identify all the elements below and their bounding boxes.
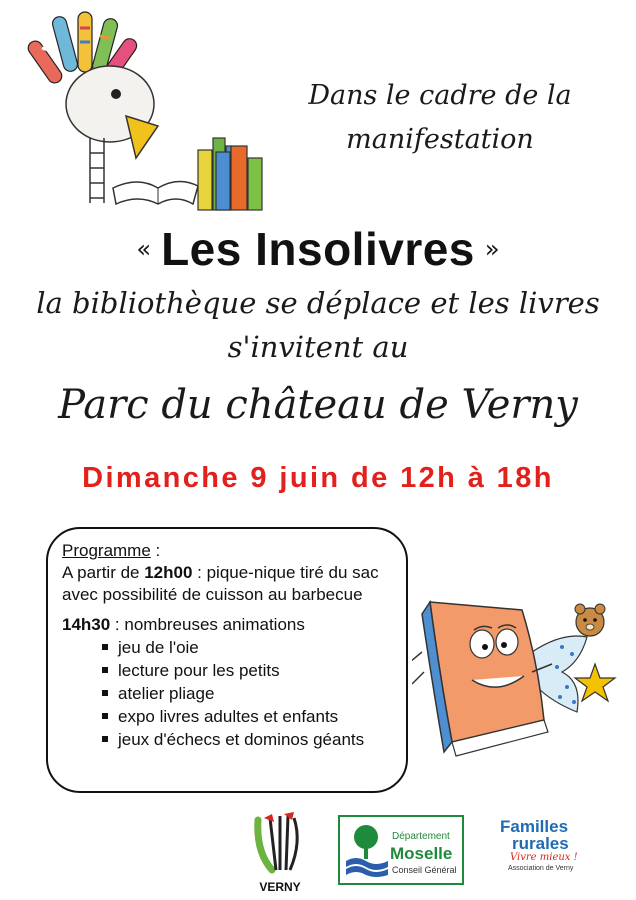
- venue-name: Parc du château de Verny: [58, 382, 578, 428]
- list-item: atelier pliage: [102, 682, 402, 705]
- item1-time: 12h00: [144, 563, 193, 582]
- familles-slogan: Vivre mieux !: [510, 852, 578, 863]
- book-character-illustration: [412, 592, 622, 767]
- title-text: Les Insolivres: [161, 223, 475, 275]
- programme-heading-row: [62, 540, 402, 562]
- open-quote: «: [136, 235, 152, 263]
- list-item: jeu de l'oie: [102, 636, 402, 659]
- list-item: lecture pour les petits: [102, 659, 402, 682]
- familles-assoc: Association de Verny: [508, 865, 574, 872]
- programme-item-1: [62, 562, 402, 606]
- moselle-line-2: Moselle: [390, 844, 453, 863]
- familles-line-2: rurales: [512, 834, 569, 853]
- close-quote: »: [484, 235, 500, 263]
- item2-text: : nombreuses animations: [110, 615, 305, 634]
- item2-time: 14h30: [62, 615, 111, 634]
- moselle-logo: [338, 815, 464, 885]
- programme-heading: Programme: [62, 541, 151, 560]
- event-title: [0, 222, 636, 276]
- programme-item-2: [62, 614, 402, 636]
- intro-line-2: manifestation: [346, 124, 534, 155]
- subtitle-line-1: la bibliothèque se déplace et les livres: [36, 286, 600, 320]
- item1-text: : pique-nique tiré du sac avec possibilité de cuisson au barbecue: [62, 563, 379, 604]
- item1-prefix: A partir de: [62, 563, 145, 582]
- event-date: Dimanche 9 juin de 12h à 18h: [82, 462, 554, 494]
- programme-content: [62, 540, 402, 751]
- familles-rurales-logo: [500, 818, 590, 878]
- moselle-line-3: Conseil Général: [392, 865, 457, 875]
- subtitle-line-2: s'invitent au: [227, 330, 409, 364]
- intro-line-1: Dans le cadre de la: [308, 80, 572, 111]
- moselle-line-1: Département: [392, 831, 450, 842]
- familles-line-1: Familles: [500, 817, 569, 836]
- programme-heading-suffix: :: [150, 541, 161, 560]
- verny-logo: [250, 812, 310, 892]
- activity-list: [62, 636, 402, 751]
- list-item: expo livres adultes et enfants: [102, 705, 402, 728]
- list-item: jeux d'échecs et dominos géants: [102, 728, 402, 751]
- verny-logo-text: VERNY: [259, 880, 301, 894]
